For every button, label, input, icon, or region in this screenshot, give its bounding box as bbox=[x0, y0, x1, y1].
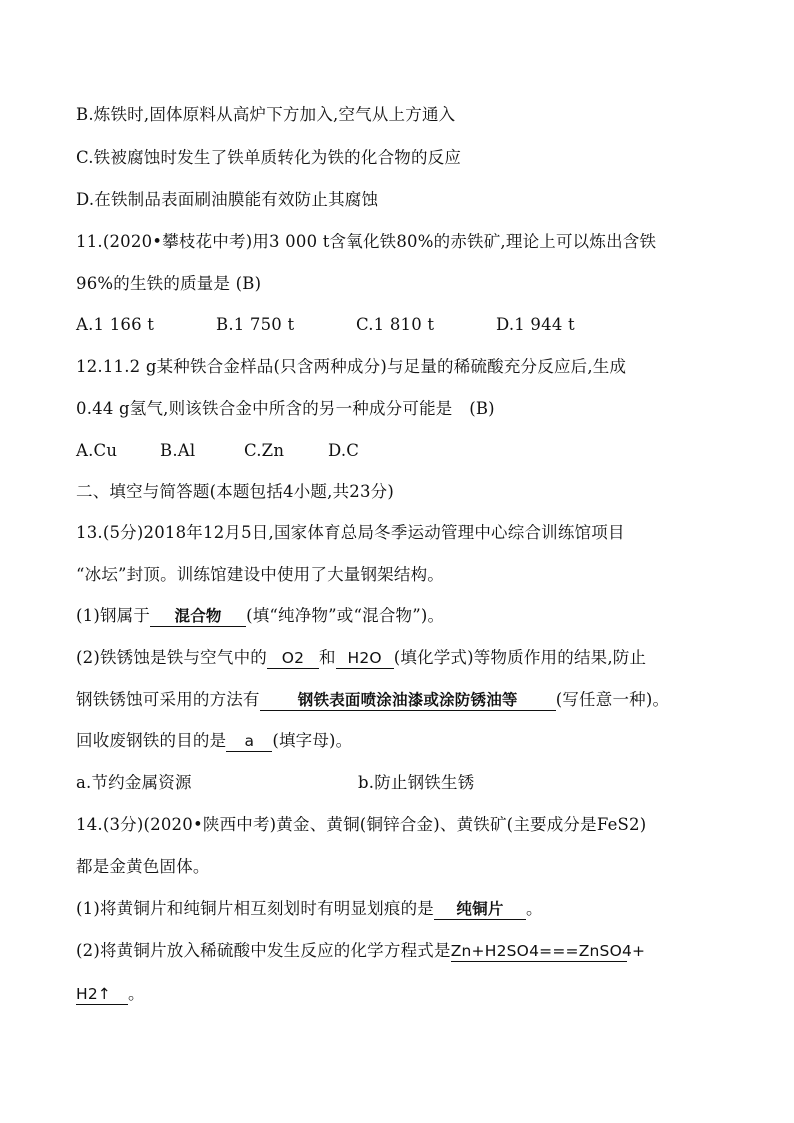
q12-stem-line1: 12.11.2 g某种铁合金样品(只含两种成分)与足量的稀硫酸充分反应后,生成 bbox=[76, 357, 627, 376]
section-heading: 二、填空与简答题(本题包括4小题,共23分) bbox=[76, 482, 395, 501]
q12-options bbox=[76, 440, 359, 462]
q14-stem-line1: 14.(3分)(2020•陕西中考)黄金、黄铜(铜锌合金)、黄铁矿(主要成分是FeS2) bbox=[76, 815, 647, 834]
q13-part3 bbox=[76, 730, 352, 752]
q13-choice-a: a.节约金属资源 bbox=[76, 773, 192, 792]
q14-part2-answer: Zn+H2SO4===ZnSO4+ bbox=[450, 942, 646, 960]
q11-stem-line1: 11.(2020•攀枝花中考)用3 000 t含氧化铁80%的赤铁矿,理论上可以炼出含铁 bbox=[76, 232, 657, 251]
q13-choice-b: b.防止钢铁生锈 bbox=[358, 773, 475, 792]
q13-part2-and: 和 bbox=[318, 648, 336, 667]
q13-part2-prompt: (2)铁锈蚀是铁与空气中的 bbox=[76, 648, 267, 667]
q10-option-c: C.铁被腐蚀时发生了铁单质转化为铁的化合物的反应 bbox=[76, 148, 462, 167]
q13-part2-method-hint: (写任意一种)。 bbox=[555, 690, 670, 709]
q13-part1 bbox=[76, 605, 444, 627]
q13-part1-prompt: (1)钢属于 bbox=[76, 606, 151, 625]
q12-option-b: B.Al bbox=[160, 441, 196, 460]
q13-part1-hint: (填“纯净物”或“混合物”)。 bbox=[246, 606, 445, 625]
q13-part3-prompt: 回收废钢铁的目的是 bbox=[76, 731, 227, 750]
q12-option-a: A.Cu bbox=[76, 441, 118, 460]
q10-option-d: D.在铁制品表面刷油膜能有效防止其腐蚀 bbox=[76, 190, 379, 209]
q11-option-b: B.1 750 t bbox=[216, 315, 295, 334]
q11-options bbox=[76, 314, 575, 336]
q13-part2-answer-h2o: H2O bbox=[336, 648, 394, 669]
q14-part2-cont bbox=[76, 983, 145, 1005]
q13-stem-line2: “冰坛”封顶。训练馆建设中使用了大量钢架结构。 bbox=[76, 565, 444, 584]
q13-part2-method-prompt: 钢铁锈蚀可采用的方法有 bbox=[76, 690, 260, 709]
q11-option-c: C.1 810 t bbox=[356, 315, 435, 334]
q14-part2-answer-cont: H2↑ bbox=[76, 984, 128, 1005]
q13-part2-hint: (填化学式)等物质作用的结果,防止 bbox=[393, 648, 647, 667]
q11-option-a: A.1 166 t bbox=[76, 315, 155, 334]
q13-part2 bbox=[76, 647, 646, 669]
q12-option-c: C.Zn bbox=[244, 441, 285, 460]
q10-option-b: B.炼铁时,固体原料从高炉下方加入,空气从上方通入 bbox=[76, 105, 456, 124]
q12-stem-line2: 0.44 g氢气,则该铁合金中所含的另一种成分可能是 (B) bbox=[76, 399, 495, 418]
q14-stem-line2: 都是金黄色固体。 bbox=[76, 857, 210, 876]
q13-part3-hint: (填字母)。 bbox=[272, 731, 353, 750]
q13-part2-cont bbox=[76, 689, 669, 711]
q14-part1 bbox=[76, 898, 543, 920]
q11-option-d: D.1 944 t bbox=[496, 315, 575, 334]
q14-part1-end: 。 bbox=[525, 899, 543, 918]
q11-stem-line2: 96%的生铁的质量是 (B) bbox=[76, 274, 262, 293]
q14-part1-answer: 纯铜片 bbox=[434, 899, 526, 920]
q13-stem-line1: 13.(5分)2018年12月5日,国家体育总局冬季运动管理中心综合训练馆项目 bbox=[76, 523, 625, 542]
q13-part3-answer: a bbox=[226, 731, 272, 752]
q13-part2-answer-o2: O2 bbox=[267, 648, 319, 669]
q13-part1-answer: 混合物 bbox=[150, 606, 246, 627]
q14-part2-end: 。 bbox=[128, 984, 145, 1003]
q13-part2-method-answer: 钢铁表面喷涂油漆或涂防锈油等 bbox=[260, 690, 556, 711]
q14-part2-prompt: (2)将黄铜片放入稀硫酸中发生反应的化学方程式是 bbox=[76, 941, 451, 960]
q14-part1-prompt: (1)将黄铜片和纯铜片相互刻划时有明显划痕的是 bbox=[76, 899, 434, 918]
q13-choices bbox=[76, 772, 474, 794]
q14-part2 bbox=[76, 940, 646, 962]
q12-option-d: D.C bbox=[328, 441, 360, 460]
